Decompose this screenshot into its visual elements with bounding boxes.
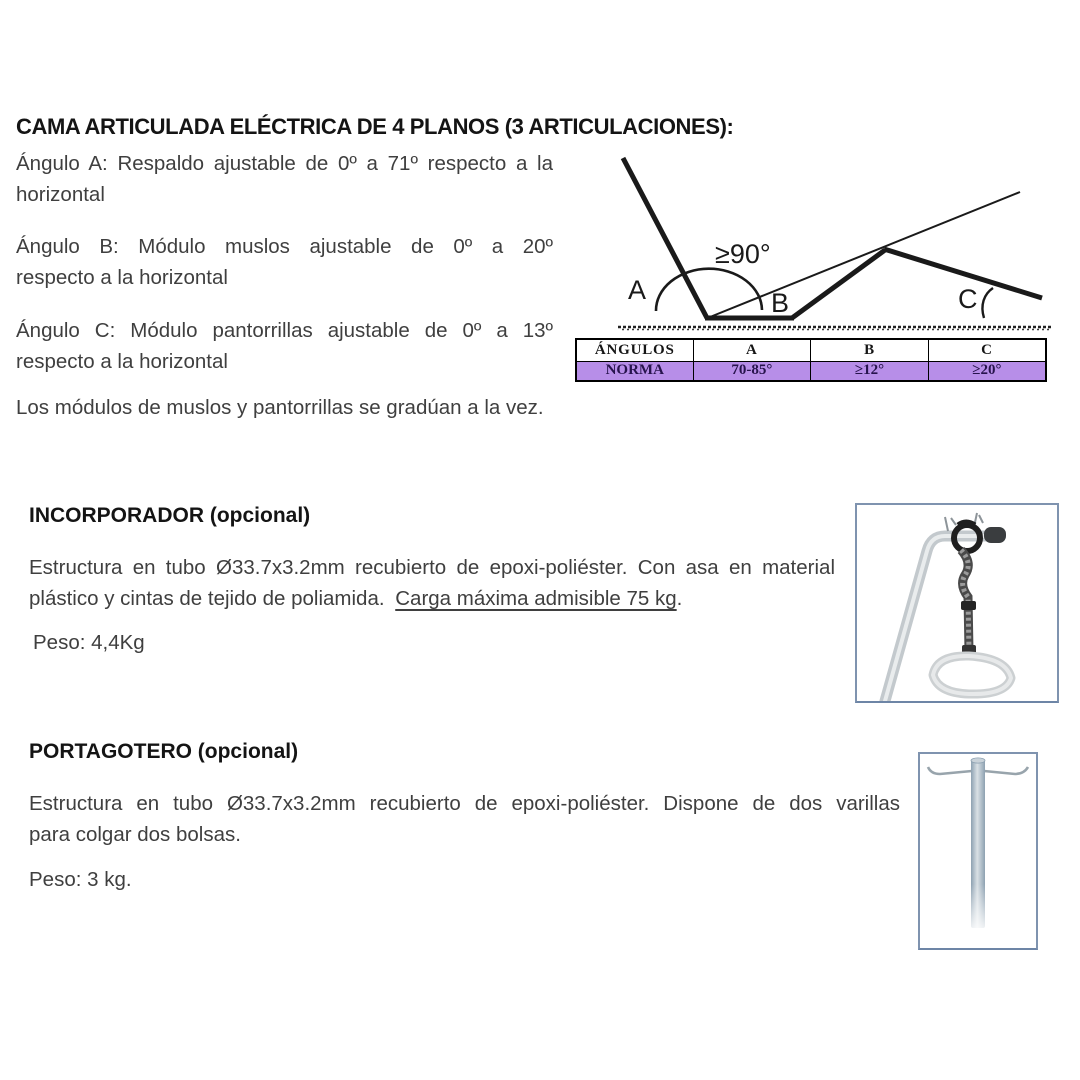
- max-load-underlined: Carga máxima admisible 75 kg: [395, 587, 677, 610]
- portagotero-line2: para colgar dos bolsas.: [29, 823, 241, 846]
- clamp-top: [958, 522, 975, 525]
- paragraph-angle-b: [16, 231, 553, 293]
- angle-a-arc: [656, 269, 762, 311]
- paragraph-angle-c-line2: respecto a la horizontal: [16, 350, 228, 373]
- norma-b-value: ≥12°: [811, 361, 929, 381]
- header-a: A: [693, 339, 811, 361]
- norma-c-value: ≥20°: [928, 361, 1046, 381]
- incorporador-line2: [29, 583, 835, 614]
- incorporador-line2-period: .: [676, 587, 683, 610]
- pole-fade: [967, 884, 989, 936]
- paragraph-angle-b-line2: respecto a la horizontal: [16, 266, 228, 289]
- trapeze-bar-illustration: [857, 505, 1057, 701]
- portagotero-paragraph: [29, 788, 900, 850]
- right-hook: [984, 767, 1028, 774]
- angle-90-label: ≥90°: [715, 239, 771, 269]
- bed-angles-diagram: [588, 147, 1060, 339]
- portagotero-image: [918, 752, 1038, 950]
- paragraph-angle-c: [16, 315, 553, 377]
- angles-norma-table: [575, 338, 1047, 382]
- header-c: C: [928, 339, 1046, 361]
- paragraph-angle-a-line2: horizontal: [16, 183, 105, 206]
- strap-buckle: [961, 601, 976, 610]
- angle-b-label: B: [771, 288, 790, 318]
- modules-note: Los módulos de muslos y pantorrillas se gradúan a la vez.: [16, 396, 544, 419]
- header-angulos: ÁNGULOS: [576, 339, 693, 361]
- angle-a-label: A: [628, 275, 647, 305]
- incorporador-heading: INCORPORADOR (opcional): [29, 504, 311, 527]
- paragraph-angle-a-line1: Ángulo A: Respaldo ajustable de 0º a 71º respecto a la: [16, 152, 553, 175]
- end-knob: [984, 527, 1006, 543]
- paragraph-angle-a: [16, 148, 553, 210]
- incorporador-line2-text: plástico y cintas de tejido de poliamida.: [29, 587, 391, 610]
- pole-cap: [971, 758, 985, 763]
- incorporador-image: [855, 503, 1059, 703]
- norma-a-value: 70-85°: [693, 361, 811, 381]
- incorporador-weight: Peso: 4,4Kg: [33, 631, 145, 654]
- incorporador-line1: Estructura en tubo Ø33.7x3.2mm recubierto de epoxi-poliéster. Con asa en material: [29, 556, 835, 579]
- iv-pole-illustration: [920, 754, 1036, 948]
- portagotero-weight: Peso: 3 kg.: [29, 868, 132, 891]
- angle-c-label: C: [958, 284, 978, 314]
- norma-label: NORMA: [576, 361, 693, 381]
- left-hook: [928, 767, 972, 774]
- incorporador-paragraph: [29, 552, 835, 614]
- portagotero-heading: PORTAGOTERO (opcional): [29, 740, 299, 763]
- angle-c-arc: [982, 288, 993, 318]
- portagotero-line1: Estructura en tubo Ø33.7x3.2mm recubierto de epoxi-poliéster. Dispone de dos varillas: [29, 792, 900, 815]
- page-title: CAMA ARTICULADA ELÉCTRICA DE 4 PLANOS (3 ARTICULACIONES):: [16, 114, 734, 139]
- thigh-line: [792, 250, 885, 318]
- header-b: B: [811, 339, 929, 361]
- paragraph-angle-c-line1: Ángulo C: Módulo pantorrillas ajustable de 0º a 13º: [16, 319, 553, 342]
- table-header-row: [576, 339, 1046, 361]
- paragraph-angle-b-line1: Ángulo B: Módulo muslos ajustable de 0º a 20º: [16, 235, 553, 258]
- table-norma-row: [576, 361, 1046, 381]
